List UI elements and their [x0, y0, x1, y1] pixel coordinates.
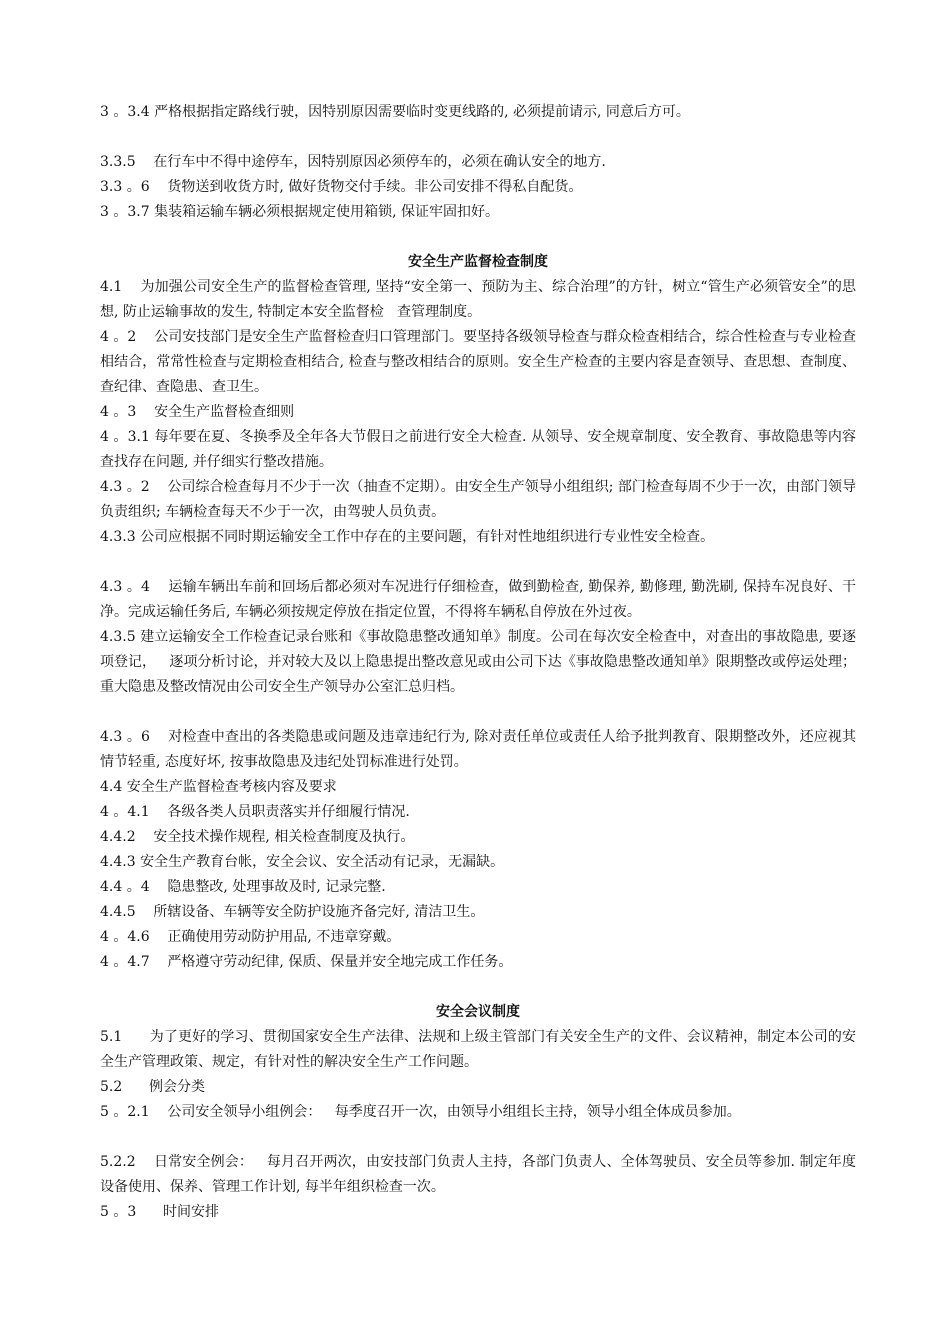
paragraph-5-1: 5.1 为了更好的学习、贯彻国家安全生产法律、法规和上级主管部门有关安全生产的文件、会议精神，制定本公司的安全生产管理政策、规定，有针对性的解决安全生产工作问题。	[100, 1029, 856, 1070]
paragraph-4-3: 4 。3 安全生产监督检查细则	[100, 404, 295, 420]
paragraph-4-4-6: 4 。4.6 正确使用劳动防护用品, 不违章穿戴。	[100, 929, 401, 945]
paragraph-4-4-4: 4.4 。4 隐患整改, 处理事故及时, 记录完整.	[100, 879, 386, 895]
document-page	[100, 100, 856, 1225]
paragraph-4-4-1: 4 。4.1 各级各类人员职责落实并仔细履行情况.	[100, 804, 410, 820]
spacer	[100, 550, 856, 575]
paragraph-4-4-7: 4 。4.7 严格遵守劳动纪律, 保质、保量并安全地完成工作任务。	[100, 954, 513, 970]
spacer	[100, 125, 856, 150]
paragraph-3-3-7: 3 。3.7 集装箱运输车辆必须根据规定使用箱锁, 保证牢固扣好。	[100, 204, 499, 220]
paragraph-4-3-4: 4.3 。4 运输车辆出车前和回场后都必须对车况进行仔细检查，做到勤检查, 勤保养, 勤修理, 勤洗刷, 保持车况良好、干净。完成运输任务后, 车辆必须按规定停放在指定位置，不得将车辆私自停放在外过夜。	[100, 579, 856, 620]
paragraph-5-2-1: 5 。2.1 公司安全领导小组例会： 每季度召开一次，由领导小组组长主持，领导小组全体成员参加。	[100, 1104, 741, 1120]
paragraph-4-3-3: 4.3.3 公司应根据不同时期运输安全工作中存在的主要问题，有针对性地组织进行专业性安全检查。	[100, 529, 715, 545]
paragraph-4-3-1: 4 。3.1 每年要在夏、冬换季及全年各大节假日之前进行安全大检查. 从领导、安全规章制度、安全教育、事故隐患等内容查找存在问题, 并仔细实行整改措施。	[100, 429, 856, 470]
paragraph-4-3-6: 4.3 。6 对检查中查出的各类隐患或问题及违章违纪行为, 除对责任单位或责任人给予批判教育、限期整改外，还应视其情节轻重, 态度好坏, 按事故隐患及违纪处罚标准进行处罚。	[100, 729, 856, 770]
spacer	[100, 700, 856, 725]
paragraph-4-4-2: 4.4.2 安全技术操作规程, 相关检查制度及执行。	[100, 829, 415, 845]
paragraph-4-4-3: 4.4.3 安全生产教育台帐，安全会议、安全活动有记录，无漏缺。	[100, 854, 505, 870]
spacer	[100, 1125, 856, 1150]
paragraph-3-3-5: 3.3.5 在行车中不得中途停车，因特别原因必须停车的，必须在确认安全的地方.	[100, 154, 606, 170]
paragraph-5-3: 5 。3 时间安排	[100, 1204, 219, 1220]
paragraph-3-3-6: 3.3 。6 货物送到收货方时, 做好货物交付手续。非公司安排不得私自配货。	[100, 179, 583, 195]
paragraph-3-3-4: 3 。3.4 严格根据指定路线行驶，因特别原因需要临时变更线路的, 必须提前请示, 同意后方可。	[100, 104, 690, 120]
paragraph-4-4-5: 4.4.5 所辖设备、车辆等安全防护设施齐备完好, 清洁卫生。	[100, 904, 485, 920]
spacer	[100, 975, 856, 1000]
paragraph-5-2-2: 5.2.2 日常安全例会： 每月召开两次，由安技部门负责人主持，各部门负责人、全体驾驶员、安全员等参加. 制定年度设备使用、保养、管理工作计划, 每半年组织检查一次。	[100, 1154, 856, 1195]
paragraph-4-3-5: 4.3.5 建立运输安全工作检查记录台账和《事故隐患整改通知单》制度。公司在每次安全检查中，对查出的事故隐患, 要逐项登记， 逐项分析讨论，并对较大及以上隐患提出整改意见或由公司下达《事故隐患整改通知单》限期整改或停运处理；重大隐患及整改情况由公司安全生产领导办公室汇总归档。	[100, 629, 856, 695]
section-heading-meetings: 安全会议制度	[436, 1004, 520, 1020]
paragraph-4-3-2: 4.3 。2 公司综合检查每月不少于一次（抽查不定期）。由安全生产领导小组组织; 部门检查每周不少于一次，由部门领导负责组织; 车辆检查每天不少于一次，由驾驶人员负责。	[100, 479, 856, 520]
paragraph-4-4: 4.4 安全生产监督检查考核内容及要求	[100, 779, 337, 795]
paragraph-5-2: 5.2 例会分类	[100, 1079, 205, 1095]
spacer	[100, 225, 856, 250]
paragraph-4-2: 4 。2 公司安技部门是安全生产监督检查归口管理部门。要坚持各级领导检查与群众检查相结合，综合性检查与专业检查相结合，常常性检查与定期检查相结合, 检查与整改相结合的原则。安全生产检查的主要内容是查领导、查思想、查制度、查纪律、查隐患、查卫生。	[100, 329, 856, 395]
section-heading-inspection: 安全生产监督检查制度	[408, 254, 548, 270]
paragraph-4-1: 4.1 为加强公司安全生产的监督检查管理, 坚持“安全第一、预防为主、综合治理”的方针，树立“管生产必须管安全”的思想, 防止运输事故的发生, 特制定本安全监督检 查管理制度。	[100, 279, 856, 320]
